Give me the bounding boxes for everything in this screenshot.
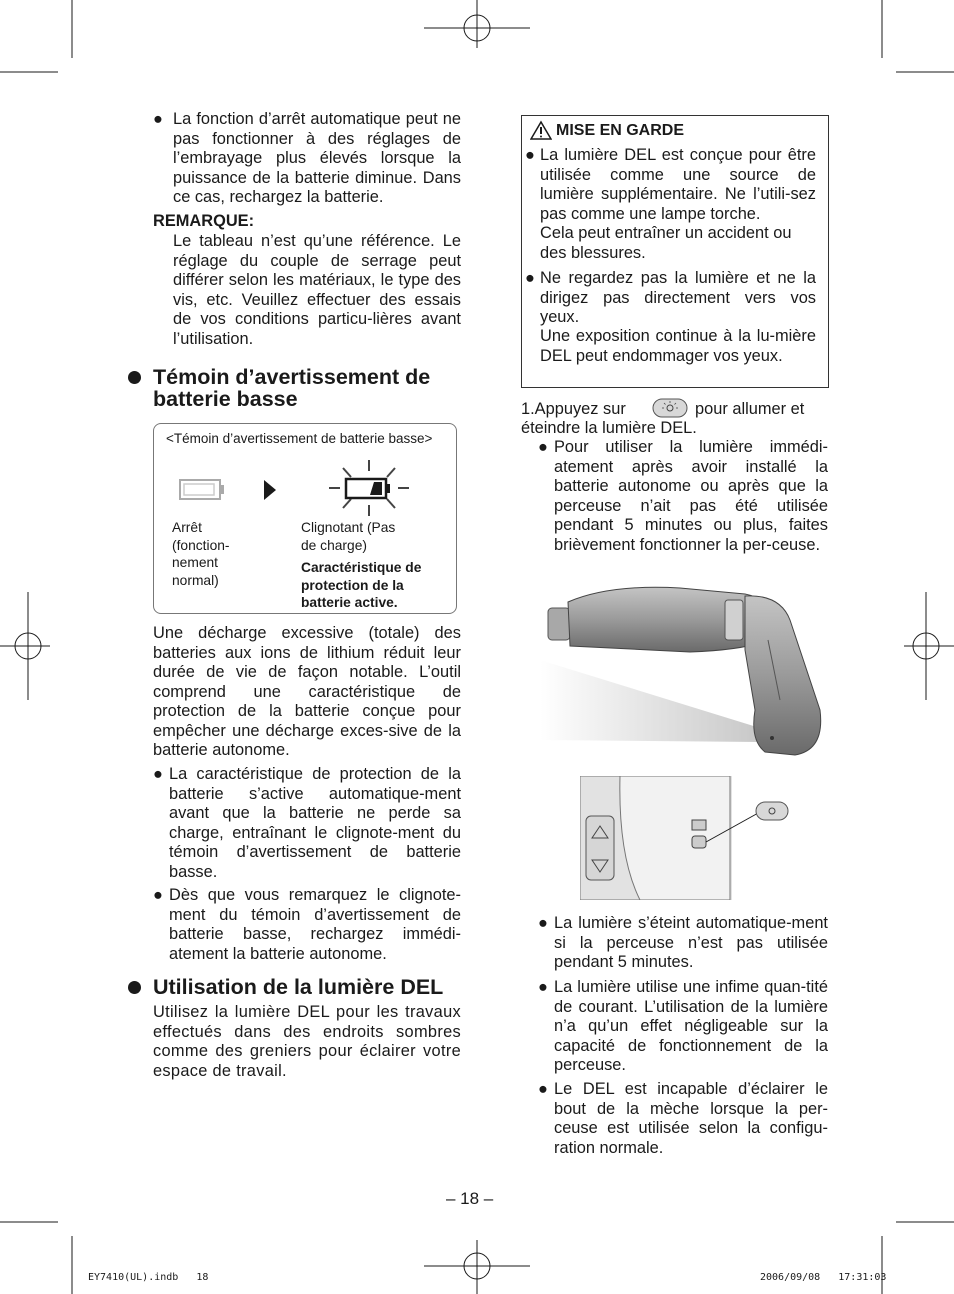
bullet: ● (538, 438, 548, 456)
warning-triangle-icon (530, 120, 552, 140)
warning-text-2a: Ne regardez pas la lumière et ne la dirigez pas directement vers vos yeux. (540, 269, 816, 326)
warning-text-1b: Cela peut entraîner un accident ou des blessures. (540, 224, 792, 262)
step-bullet-1: Pour utiliser la lumière immédi-atement après avoir installé la batterie autonome ou après que la perceuse n’ait pas été utilisée pendant 5 minutes ou plus, faites brièvement fonctionner la per-ceuse. (554, 438, 828, 554)
drill-illustration (540, 580, 832, 766)
step-1-prefix: 1.Appuyez sur (521, 400, 626, 418)
footer-date: 2006/09/08 17:31:03 (760, 1272, 887, 1283)
remarque-text: Le tableau n’est qu’une référence. Le réglage du couple de serrage peut différer selon les matériaux, le type des vis, etc. Veuillez effectuer des essais de vos conditions particu-lières avant l’utilisation. (173, 232, 461, 348)
label-blinking: Clignotant (Pas de charge) (301, 520, 396, 553)
bullet: ● (525, 146, 535, 164)
bullet: ● (153, 765, 163, 783)
paragraph-discharge: Une décharge excessive (totale) des batteries aux ions de lithium réduit leur durée de vie de façon notable. L’outil comprend une caractéristique de protection de la batterie conçue pour empêcher une décharge exces-sive de la batterie autonome. (153, 624, 461, 759)
label-protection: Caractéristique de protection de la batterie active. (301, 560, 422, 610)
arrow-right-icon (262, 478, 278, 502)
step-1-line2: éteindre la lumière DEL. (521, 419, 697, 437)
paragraph-led: Utilisez la lumière DEL pour les travaux effectués dans des endroits sombres comme des greniers pour éclairer votre espace de travail. (153, 1003, 461, 1080)
step-bullet-3: La lumière utilise une infime quan-tité de courant. L’utilisation de la lumière n’a qu’un effet négligeable sur la capacité de fonctionnement de la perceuse. (554, 978, 828, 1074)
bullet: ● (153, 110, 163, 128)
step-1-suffix: pour allumer et (695, 400, 805, 418)
warning-text-2b: Une exposition continue à la lu-mière DEL peut endommager vos yeux. (540, 327, 816, 365)
light-button-icon (652, 398, 688, 418)
bullet-recharge: Dès que vous remarquez le clignote-ment du témoin d’avertissement de batterie basse, rechargez immédi-atement la batterie autonome. (169, 886, 461, 963)
step-bullet-2: La lumière s’éteint automatique-ment si la perceuse n’est pas utilisée pendant 5 minutes. (554, 914, 828, 971)
footer-file: EY7410(UL).indb 18 (88, 1272, 209, 1283)
battery-blinking-icon (326, 457, 412, 519)
remarque-label: REMARQUE: (153, 212, 255, 230)
step-bullet-4: Le DEL est incapable d’éclairer le bout de la mèche lorsque la per-ceuse est utilisée selon la configu-ration normale. (554, 1080, 828, 1157)
bullet: ● (525, 269, 535, 287)
bullet-auto-stop: La fonction d’arrêt automatique peut ne pas fonctionner à des réglages de l’embrayage plus élevés lorsque la puissance de la batterie diminue. Dans ce cas, rechargez la batterie. (173, 110, 461, 206)
warning-title: MISE EN GARDE (556, 122, 685, 139)
diagram-caption: <Témoin d’avertissement de batterie basse> (166, 431, 433, 446)
heading-bullet (128, 371, 141, 384)
heading-led: Utilisation de la lumière DEL (153, 975, 444, 999)
bullet: ● (538, 978, 548, 996)
bullet: ● (538, 1080, 548, 1098)
battery-off-icon (178, 478, 228, 502)
bullet: ● (538, 914, 548, 932)
heading-bullet (128, 981, 141, 994)
label-off: Arrêt (fonction-nement normal) (172, 520, 230, 588)
drill-detail-illustration (580, 776, 820, 900)
bullet: ● (153, 886, 163, 904)
heading-low-battery: Témoin d’avertissement de batterie basse (153, 365, 431, 411)
warning-text-1a: La lumière DEL est conçue pour être utilisée comme une source de lumière supplémentaire. Ne l’utili-sez pas comme une lampe torche. (540, 146, 816, 223)
bullet-protection: La caractéristique de protection de la batterie s’active automatique-ment avant que la batterie ne perde sa charge, entraînant le clignote-ment du témoin d’avertissement de batterie basse. (169, 765, 461, 881)
page-number: – 18 – (446, 1189, 494, 1208)
